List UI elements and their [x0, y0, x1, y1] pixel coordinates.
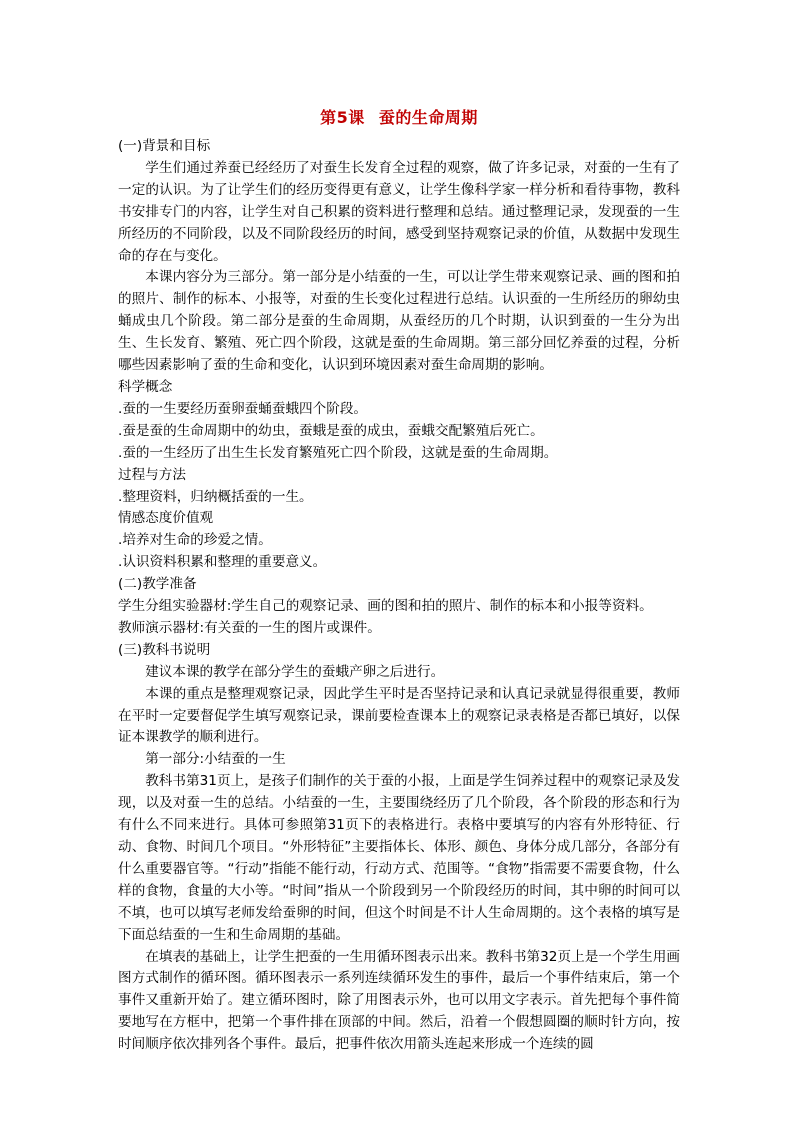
paragraph-textbook-4: 在填表的基础上，让学生把蚕的一生用循环图表示出来。教科书第32页上是一个学生用画图方式制作的循环图。循环图表示一系列连续循环发生的事件，最后一个事件结束后，第一个事件又重新开始了。建立循环图时，除了用图表示外，也可以用文字表示。首先把每个事件简要地写在方框中，把第一个事件排在顶部的中间。然后，沿着一个假想圆圈的顺时针方向，按时间顺序依次排列各个事件。最后，把事件依次用箭头连起来形成一个连续的圆: [118, 948, 680, 1053]
concept-item-2: .蚕是蚕的生命周期中的幼虫，蚕蛾是蚕的成虫，蚕蛾交配繁殖后死亡。: [118, 422, 544, 439]
section-heading-textbook: (三)教科书说明: [118, 641, 211, 658]
lesson-name: 蚕的生命周期: [378, 108, 478, 127]
subheading-attitude-values: 情感态度价值观: [118, 510, 214, 527]
page-title: [118, 106, 680, 130]
paragraph-textbook-1: 建议本课的教学在部分学生的蚕蛾产卵之后进行。: [145, 663, 445, 680]
concept-item-1: .蚕的一生要经历蚕卵蚕蛹蚕蛾四个阶段。: [118, 400, 368, 417]
document-page: [118, 106, 680, 1056]
section-heading-preparation: (二)教学准备: [118, 576, 197, 593]
method-item-1: .整理资料，归纳概括蚕的一生。: [118, 488, 313, 505]
preparation-student-materials: 学生分组实验器材:学生自己的观察记录、画的图和拍的照片、制作的标本和小报等资料。: [118, 598, 653, 615]
paragraph-background-1: 学生们通过养蚕已经经历了对蚕生长发育全过程的观察，做了许多记录，对蚕的一生有了一定的认识。为了让学生们的经历变得更有意义，让学生像科学家一样分析和看待事物，教科书安排专门的内容，让学生对自己积累的资料进行整理和总结。通过整理记录，发现蚕的一生所经历的不同阶段，以及不同阶段经历的时间，感受到坚持观察记录的价值，从数据中发现生命的存在与变化。: [118, 159, 680, 264]
paragraph-textbook-3: 教科书第31页上，是孩子们制作的关于蚕的小报，上面是学生饲养过程中的观察记录及发现，以及对蚕一生的总结。小结蚕的一生，主要围绕经历了几个阶段，各个阶段的形态和行为有什么不同来进行。具体可参照第31页下的表格进行。表格中要填写的内容有外形特征、行动、食物、时间几个项目。“外形特征”主要指体长、体形、颜色、身体分成几部分，各部分有什么重要器官等。“行动”指能不能行动，行动方式、范围等。“食物”指需要不需要食物，什么样的食物，食量的大小等。“时间”指从一个阶段到另一个阶段经历的时间，其中卵的时间可以不填，也可以填写老师发给蚕卵的时间，但这个时间是不计人生命周期的。这个表格的填写是下面总结蚕的一生和生命周期的基础。: [118, 773, 680, 943]
paragraph-background-2: 本课内容分为三部分。第一部分是小结蚕的一生，可以让学生带来观察记录、画的图和拍的照片、制作的标本、小报等，对蚕的生长变化过程进行总结。认识蚕的一生所经历的卵幼虫蛹成虫几个阶段。第二部分是蚕的生命周期，从蚕经历的几个时期，认识到蚕的一生分为出生、生长发育、繁殖、死亡四个阶段，这就是蚕的生命周期。第三部分回忆养蚕的过程，分析哪些因素影响了蚕的生命和变化，认识到环境因素对蚕生命周期的影响。: [118, 269, 680, 374]
concept-item-3: .蚕的一生经历了出生生长发育繁殖死亡四个阶段，这就是蚕的生命周期。: [118, 444, 558, 461]
attitude-item-2: .认识资料积累和整理的重要意义。: [118, 554, 327, 571]
lesson-number: 第5课: [320, 108, 365, 127]
part-one-heading: 第一部分:小结蚕的一生: [145, 751, 286, 768]
subheading-science-concept: 科学概念: [118, 378, 173, 395]
preparation-teacher-materials: 教师演示器材:有关蚕的一生的图片或课件。: [118, 619, 381, 636]
paragraph-textbook-2: 本课的重点是整理观察记录，因此学生平时是否坚持记录和认真记录就显得很重要，教师在平时一定要督促学生填写观察记录，课前要检查课本上的观察记录表格是否都已填好，以保证本课教学的顺利进行。: [118, 685, 680, 746]
subheading-process-method: 过程与方法: [118, 466, 186, 483]
section-heading-background: (一)背景和目标: [118, 138, 211, 154]
attitude-item-1: .培养对生命的珍爱之情。: [118, 532, 272, 549]
